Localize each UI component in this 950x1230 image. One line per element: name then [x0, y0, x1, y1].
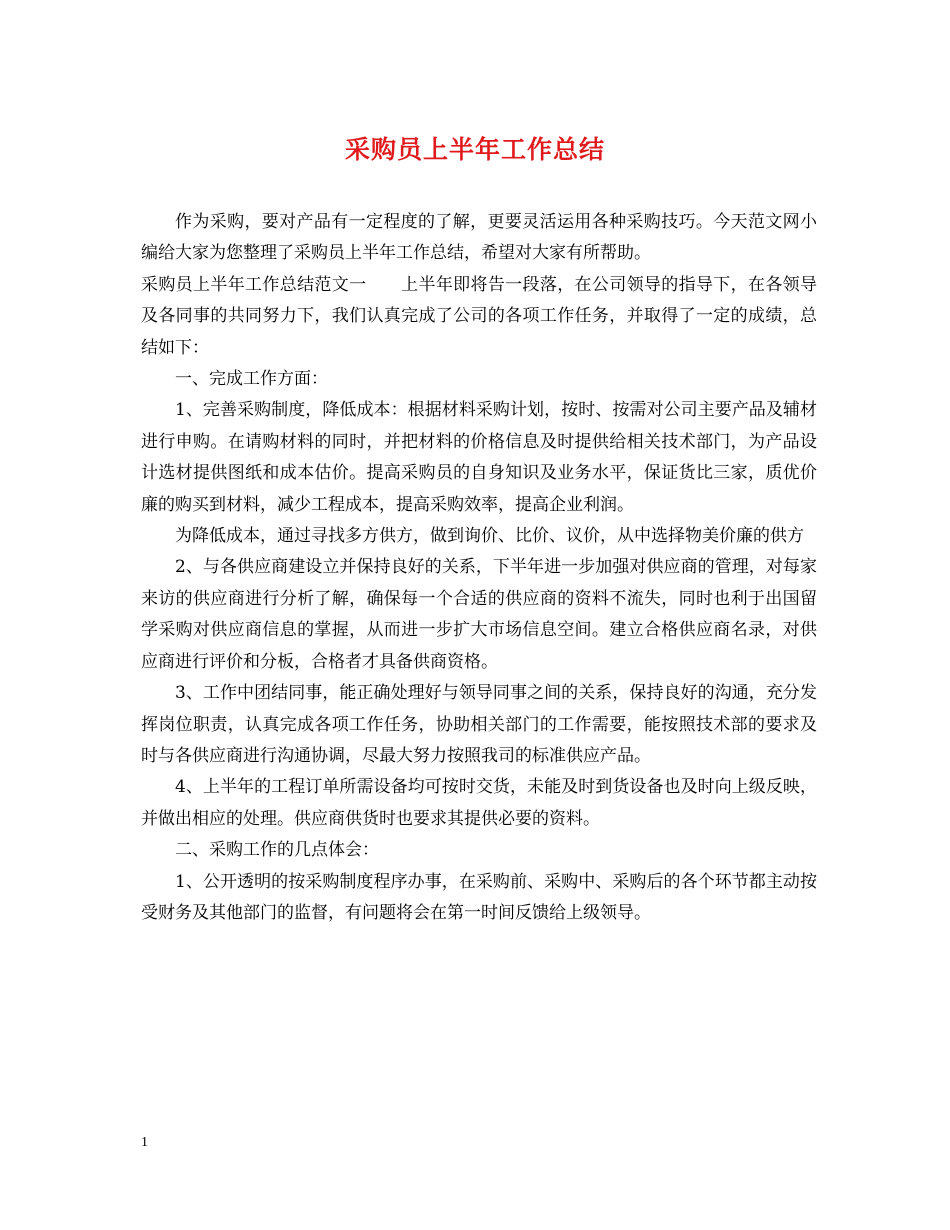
paragraph-item-2: 2、与各供应商建设立并保持良好的关系，下半年进一步加强对供应商的管理，对每家来访的供应商进行分析了解，确保每一个合适的供应商的资料不流失，同时也利于出国留学采购对供应商信息的掌握，从而进一步扩大市场信息空间。建立合格供应商名录，对供应商进行评价和分板，合格者才具备供商资格。	[141, 557, 817, 672]
section-heading-experience: 二、采购工作的几点体会：	[175, 840, 379, 861]
page-number: 1	[141, 1135, 148, 1150]
section-heading-work-completed: 一、完成工作方面：	[175, 369, 328, 390]
paragraph-item-3: 3、工作中团结同事，能正确处理好与领导同事之间的关系，保持良好的沟通，充分发挥岗位职责，认真完成各项工作任务，协助相关部门的工作需要，能按照技术部的要求及时与各供应商进行沟通协调，尽最大努力按照我司的标准供应产品。	[141, 683, 817, 766]
intro-paragraph: 作为采购，要对产品有一定程度的了解，更要灵活运用各种采购技巧。今天范文网小编给大家为您整理了采购员上半年工作总结，希望对大家有所帮助。	[141, 212, 817, 264]
sample-intro-paragraph: 采购员上半年工作总结范文一 上半年即将告一段落，在公司领导的指导下，在各领导及各同事的共同努力下，我们认真完成了公司的各项工作任务，并取得了一定的成绩，总结如下：	[141, 274, 817, 358]
document-title: 采购员上半年工作总结	[344, 135, 605, 164]
paragraph-experience-1: 1、公开透明的按采购制度程序办事，在采购前、采购中、采购后的各个环节都主动按受财务及其他部门的监督，有问题将会在第一时间反馈给上级领导。	[141, 871, 817, 923]
paragraph-item-1: 1、完善采购制度，降低成本：根据材料采购计划，按时、按需对公司主要产品及辅材进行申购。在请购材料的同时，并把材料的价格信息及时提供给相关技术部门，为产品设计选材提供图纸和成本估价。提高采购员的自身知识及业务水平，保证货比三家，质优价廉的购买到材料，减少工程成本，提高采购效率，提高企业利润。	[141, 400, 817, 515]
paragraph-item-4: 4、上半年的工程订单所需设备均可按时交货，未能及时到货设备也及时向上级反映，并做出相应的处理。供应商供货时也要求其提供必要的资料。	[141, 777, 817, 829]
paragraph-cost-reduction: 为降低成本，通过寻找多方供方，做到询价、比价、议价，从中选择物美价廉的供方	[175, 526, 804, 547]
document-body	[141, 207, 817, 929]
